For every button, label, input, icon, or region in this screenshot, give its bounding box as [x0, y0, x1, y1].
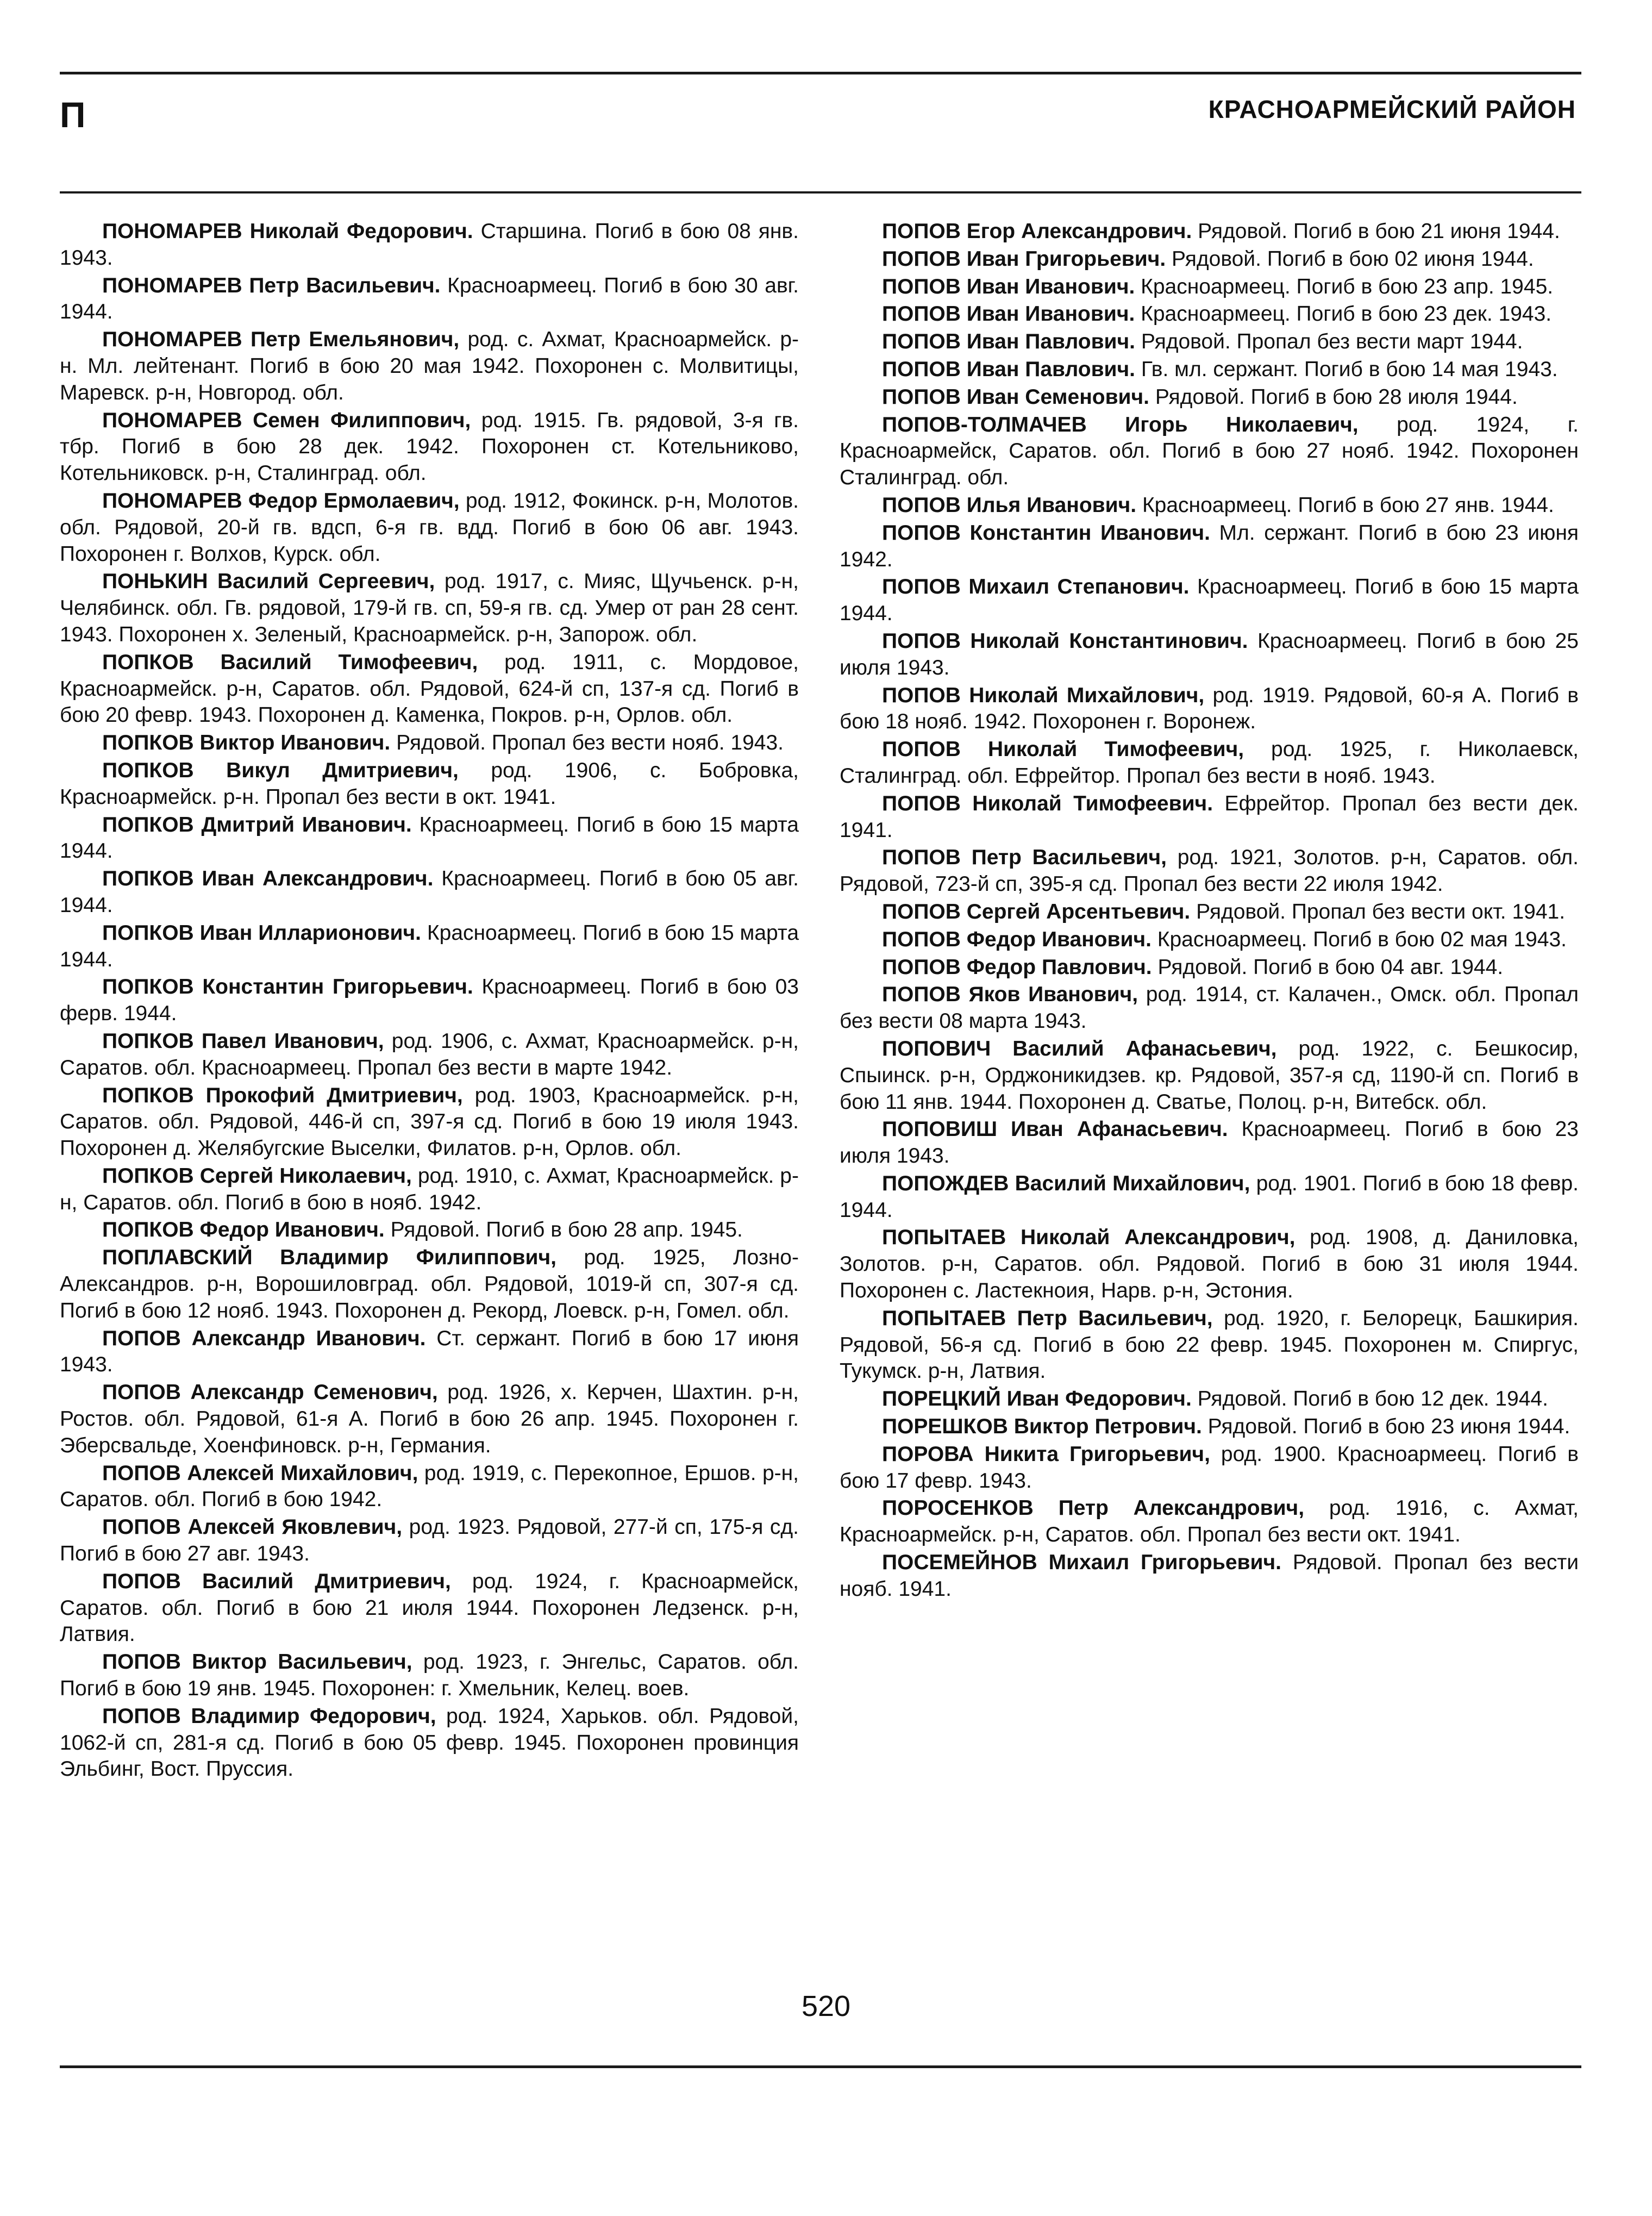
entry [60, 730, 799, 757]
entry-text: род. 1925, Лозно-Александров. р-н, Ворошиловград. обл. Рядовой, 1019-й сп, 307-я сд. Погиб в бою 12 нояб. 1943. Похоронен д. Рекорд, Лоевск. р-н, Гомел. обл. [60, 1246, 799, 1322]
entry [60, 1569, 799, 1648]
entry-text: Рядовой. Пропал без вести нояб. 1941. [840, 1551, 1579, 1601]
section-letter: П [60, 95, 86, 135]
entry-text: Гв. мл. сержант. Погиб в бою 14 мая 1943. [1135, 357, 1558, 381]
entry-text: род. 1919. Рядовой, 60-я А. Погиб в бою 18 нояб. 1942. Похоронен г. Воронеж. [840, 683, 1579, 734]
entry-name: ПОПОВ Иван Павлович. [882, 330, 1136, 354]
entry-name: ПОПЫТАЕВ Петр Васильевич, [882, 1306, 1213, 1330]
entry [60, 408, 799, 487]
entry-name: ПОПЫТАЕВ Николай Александрович, [882, 1226, 1296, 1250]
entry [840, 1414, 1579, 1440]
entry-name: ПОПОВ Василий Дмитриевич, [102, 1569, 451, 1593]
entry-text: род. 1919, с. Перекопное, Ершов. р-н, Саратов. обл. Погиб в бою 1942. [60, 1461, 799, 1512]
entry-text: Рядовой. Погиб в бою 21 июня 1944. [1192, 220, 1560, 243]
entry-name: ПОРЕЦКИЙ Иван Федорович. [882, 1387, 1192, 1411]
entry [60, 273, 799, 326]
entry-text: Красноармеец. Погиб в бою 30 авг. 1944. [60, 273, 799, 324]
entry [840, 492, 1579, 519]
entry-text: род. 1924, г. Красноармейск, Саратов. обл. Погиб в бою 21 июля 1944. Похоронен Ледзенск. р-н, Латвия. [60, 1569, 799, 1646]
entry-text: Красноармеец. Погиб в бою 15 марта 1944. [840, 575, 1579, 626]
entry [60, 569, 799, 648]
entry-name: ПОПОВ Александр Семенович, [102, 1381, 438, 1404]
entry-name: ПОПОЖДЕВ Василий Михайлович, [882, 1171, 1250, 1195]
entry [840, 574, 1579, 627]
entry-text: Рядовой. Пропал без вести окт. 1941. [1190, 900, 1566, 923]
entry-name: ПОПОВ Константин Иванович. [882, 521, 1210, 545]
entry-name: ПОПОВ Илья Иванович. [882, 493, 1137, 517]
entry-text: род. 1917, с. Мияс, Щучьенск. р-н, Челябинск. обл. Гв. рядовой, 179-й гв. сп, 59-я гв. сд. Умер от ран 28 сент. 1943. Похоронен х. Зеленый, Красноармейск. р-н, Запорож. обл. [60, 570, 799, 646]
entry-text: Рядовой. Пропал без вести нояб. 1943. [390, 731, 784, 755]
entry-text: род. 1906, с. Бобровка, Красноармейск. р-н. Пропал без вести в окт. 1941. [60, 758, 799, 809]
entry-name: ПОПКОВ Сергей Николаевич, [102, 1164, 412, 1188]
entry-text: Рядовой. Погиб в бою 04 авг. 1944. [1152, 955, 1504, 979]
entry [60, 650, 799, 729]
entry [840, 845, 1579, 898]
entry [840, 899, 1579, 926]
entry [840, 1495, 1579, 1549]
entry-text: Красноармеец. Погиб в бою 03 ферв. 1944. [60, 975, 799, 1026]
entry-text: род. 1914, ст. Калачен., Омск. обл. Пропал без вести 08 марта 1943. [840, 983, 1579, 1033]
entry [840, 274, 1579, 301]
entry-name: ПОПКОВ Иван Александрович. [102, 867, 434, 891]
header-rule [60, 191, 1581, 193]
entry-name: ПОПОВ Николай Константинович. [882, 629, 1248, 653]
entry-text: Рядовой. Погиб в бою 28 июля 1944. [1149, 385, 1518, 409]
entry [840, 628, 1579, 682]
entry [60, 1326, 799, 1379]
entry-text: Красноармеец. Погиб в бою 05 авг. 1944. [60, 867, 799, 917]
entry [840, 219, 1579, 245]
entry-name: ПОПОВ Александр Иванович. [102, 1326, 426, 1350]
entry [60, 1083, 799, 1162]
entry-text: род. 1925, г. Николаевск, Сталинград. обл. Ефрейтор. Пропал без вести в нояб. 1943. [840, 738, 1579, 788]
entry-name: ПОПКОВ Константин Григорьевич. [102, 975, 473, 999]
entry [840, 1441, 1579, 1495]
entry-name: ПОПОВ Алексей Михайлович, [102, 1461, 418, 1485]
entry-text: род. 1906, с. Ахмат, Красноармейск. р-н, Саратов. обл. Красноармеец. Пропал без вести в марте 1942. [60, 1029, 799, 1079]
entry [60, 1163, 799, 1216]
entry-text: род. 1921, Золотов. р-н, Саратов. обл. Рядовой, 723-й сп, 395-я сд. Пропал без вести 22 июля 1942. [840, 846, 1579, 896]
entry [840, 1171, 1579, 1224]
entry [60, 1379, 799, 1459]
right-column [840, 219, 1579, 1604]
entry [840, 1386, 1579, 1413]
page-number: 520 [801, 1990, 851, 2023]
entry-name: ПОПОВ-ТОЛМАЧЕВ Игорь Николаевич, [882, 413, 1359, 436]
entry [60, 812, 799, 865]
entry-name: ПОПОВ Сергей Арсентьевич. [882, 900, 1191, 923]
entry-text: Красноармеец. Погиб в бою 23 июля 1943. [840, 1118, 1579, 1168]
entry [60, 974, 799, 1027]
entry-text: род. 1923. Рядовой, 277-й сп, 175-я сд. Погиб в бою 27 авг. 1943. [60, 1515, 799, 1566]
entry-name: ПОПОВИЧ Василий Афанасьевич, [882, 1037, 1277, 1060]
entry [840, 683, 1579, 736]
entry-name: ПОНОМАРЕВ Петр Васильевич. [102, 273, 441, 297]
entry-name: ПОПКОВ Павел Иванович, [102, 1029, 384, 1053]
left-column [60, 219, 799, 1784]
bottom-rule [60, 2065, 1581, 2068]
entry-text: род. 1922, с. Бешкосир, Спыинск. р-н, Орджоникидзев. кр. Рядовой, 357-я сд, 1190-й сп. Погиб в бою 11 янв. 1944. Похоронен д. Сватье, Полоц. р-н, Витебск. обл. [840, 1037, 1579, 1114]
entry-name: ПОПКОВ Дмитрий Иванович. [102, 813, 412, 837]
entry-name: ПОПКОВ Виктор Иванович. [102, 731, 391, 755]
entry-name: ПОПКОВ Василий Тимофеевич, [102, 650, 478, 674]
entry-name: ПОПОВИШ Иван Афанасьевич. [882, 1118, 1228, 1141]
entry-name: ПОПОВ Николай Тимофеевич. [882, 791, 1213, 815]
entry [840, 736, 1579, 790]
entry [60, 1028, 799, 1082]
entry-name: ПОПКОВ Федор Иванович. [102, 1218, 385, 1242]
entry-name: ПОНОМАРЕВ Николай Федорович. [102, 220, 473, 243]
entry-text: Рядовой. Погиб в бою 28 апр. 1945. [384, 1218, 743, 1242]
entry-text: род. 1916, с. Ахмат, Красноармейск. р-н, Саратов. обл. Пропал без вести окт. 1941. [840, 1496, 1579, 1547]
entry-text: Красноармеец. Погиб в бою 25 июля 1943. [840, 629, 1579, 679]
entry-name: ПОПОВ Николай Михайлович, [882, 683, 1205, 707]
top-rule [60, 72, 1581, 74]
entry-name: ПОПКОВ Иван Илларионович. [102, 921, 421, 945]
entry [60, 1514, 799, 1568]
district-title: КРАСНОАРМЕЙСКИЙ РАЙОН [1208, 95, 1576, 123]
entry-text: Красноармеец. Погиб в бою 23 апр. 1945. [1135, 274, 1554, 298]
entry [840, 301, 1579, 328]
entry-name: ПОПОВ Иван Иванович. [882, 302, 1135, 326]
entry [840, 1550, 1579, 1603]
entry-name: ПОПОВ Алексей Яковлевич, [102, 1515, 403, 1539]
entry-name: ПОРЕШКОВ Виктор Петрович. [882, 1415, 1202, 1439]
entry-name: ПОСЕМЕЙНОВ Михаил Григорьевич. [882, 1551, 1281, 1575]
entry-name: ПОПОВ Федор Иванович. [882, 927, 1152, 951]
entry-name: ПОПОВ Иван Семенович. [882, 385, 1149, 409]
entry-name: ПОПОВ Яков Иванович, [882, 983, 1138, 1007]
entry-text: род. 1924, Харьков. обл. Рядовой, 1062-й сп, 281-я сд. Погиб в бою 05 февр. 1945. Похоронен провинция Эльбинг, Вост. Пруссия. [60, 1704, 799, 1781]
entry-text: род. 1903, Красноармейск. р-н, Саратов. обл. Рядовой, 446-й сп, 397-я сд. Погиб в бою 19 июля 1943. Похоронен д. Желябугские Выселки, Филатов. р-н, Орлов. обл. [60, 1083, 799, 1160]
entry-name: ПОНЬКИН Василий Сергеевич, [102, 570, 435, 594]
entry-name: ПОПОВ Егор Александрович. [882, 220, 1192, 243]
entry-text: род. 1901. Погиб в бою 18 февр. 1944. [840, 1171, 1579, 1222]
entry-name: ПОПКОВ Прокофий Дмитриевич, [102, 1083, 463, 1107]
entry [840, 520, 1579, 573]
entry [840, 357, 1579, 383]
entry-name: ПОРОВА Никита Григорьевич, [882, 1442, 1210, 1466]
entry-name: ПОПКОВ Викул Дмитриевич, [102, 758, 459, 782]
entry-text: Рядовой. Погиб в бою 02 июня 1944. [1166, 247, 1534, 271]
entry [60, 758, 799, 811]
entry-name: ПОПОВ Иван Григорьевич. [882, 247, 1166, 271]
entry-name: ПОНОМАРЕВ Федор Ермолаевич, [102, 489, 460, 513]
entry [840, 384, 1579, 411]
entry-name: ПОНОМАРЕВ Семен Филиппович, [102, 408, 471, 432]
entry [60, 866, 799, 919]
entry-text: род. 1923, г. Энгельс, Саратов. обл. Погиб в бою 19 янв. 1945. Похоронен: г. Хмельник, Келец. воев. [60, 1650, 799, 1701]
entry-name: ПОПЛАВСКИЙ Владимир Филиппович, [102, 1246, 556, 1270]
entry [60, 219, 799, 272]
entry-text: род. 1911, с. Мордовое, Красноармейск. р-н, Саратов. обл. Рядовой, 624-й сп, 137-я сд. Погиб в бою 20 февр. 1943. Похоронен д. Каменка, Покров. р-н, Орлов. обл. [60, 650, 799, 727]
entry [60, 920, 799, 973]
entry [840, 954, 1579, 981]
entry-text: род. 1908, д. Даниловка, Золотов. р-н, Саратов. обл. Рядовой. Погиб в бою 31 июля 1944. Похоронен с. Ластекноия, Нарв. р-н, Эстония. [840, 1226, 1579, 1303]
entry [840, 927, 1579, 953]
entry [60, 1245, 799, 1324]
entry-text: Рядовой. Пропал без вести март 1944. [1135, 330, 1523, 354]
entry [60, 1217, 799, 1244]
entry-text: род. 1900. Красноармеец. Погиб в бою 17 февр. 1943. [840, 1442, 1579, 1493]
entry-text: Ефрейтор. Пропал без вести дек. 1941. [840, 791, 1579, 842]
entry-text: род. 1910, с. Ахмат, Красноармейск. р-н, Саратов. обл. Погиб в бою в нояб. 1942. [60, 1164, 799, 1214]
entry-name: ПОПОВ Федор Павлович. [882, 955, 1152, 979]
entry-name: ПОПОВ Михаил Степанович. [882, 575, 1190, 599]
entry-name: ПОПОВ Виктор Васильевич, [102, 1650, 412, 1674]
entry [840, 329, 1579, 355]
entry [840, 1036, 1579, 1115]
entry-text: Старшина. Погиб в бою 08 янв. 1943. [60, 220, 799, 270]
entry [840, 246, 1579, 273]
entry-name: ПОНОМАРЕВ Петр Емельянович, [102, 328, 460, 352]
entry-text: Красноармеец. Погиб в бою 27 янв. 1944. [1136, 493, 1554, 517]
entry-text: Рядовой. Погиб в бою 23 июня 1944. [1202, 1415, 1570, 1439]
entry-text: Рядовой. Погиб в бою 12 дек. 1944. [1191, 1387, 1548, 1411]
entry [840, 791, 1579, 844]
entry-name: ПОПОВ Николай Тимофеевич, [882, 738, 1244, 761]
entry-name: ПОПОВ Петр Васильевич, [882, 846, 1167, 870]
entry-text: Ст. сержант. Погиб в бою 17 июня 1943. [60, 1326, 799, 1377]
entry [840, 412, 1579, 491]
entry [60, 1649, 799, 1702]
entry-text: Красноармеец. Погиб в бою 02 мая 1943. [1151, 927, 1567, 951]
entry-text: род. 1915. Гв. рядовой, 3-я гв. тбр. Погиб в бою 28 дек. 1942. Похоронен ст. Котельниково, Котельниковск. р-н, Сталинград. обл. [60, 408, 799, 485]
entry-name: ПОРОСЕНКОВ Петр Александрович, [882, 1496, 1305, 1520]
entry-name: ПОПОВ Владимир Федорович, [102, 1704, 436, 1728]
entry [60, 1703, 799, 1783]
entry-text: род. 1912, Фокинск. р-н, Молотов. обл. Рядовой, 20-й гв. вдсп, 6-я гв. вдд. Погиб в бою 06 авг. 1943. Похоронен г. Волхов, Курск. обл. [60, 489, 799, 566]
entry-text: Мл. сержант. Погиб в бою 23 июня 1942. [840, 521, 1579, 571]
entry [840, 982, 1579, 1035]
entry-text: Красноармеец. Погиб в бою 15 марта 1944. [60, 813, 799, 863]
entry-text: род. 1920, г. Белорецк, Башкирия. Рядовой, 56-я сд. Погиб в бою 22 февр. 1945. Похоронен м. Спиргус, Тукумск. р-н, Латвия. [840, 1306, 1579, 1383]
entry [60, 1460, 799, 1514]
entry-name: ПОПОВ Иван Павлович. [882, 357, 1136, 381]
entry [60, 327, 799, 406]
entry-text: Красноармеец. Погиб в бою 15 марта 1944. [60, 921, 799, 971]
entry-text: род. с. Ахмат, Красноармейск. р-н. Мл. лейтенант. Погиб в бою 20 мая 1942. Похоронен с. Молвитицы, Маревск. р-н, Новгород. обл. [60, 328, 799, 404]
entry-text: Красноармеец. Погиб в бою 23 дек. 1943. [1135, 302, 1552, 326]
entry-name: ПОПОВ Иван Иванович. [882, 274, 1135, 298]
entry [60, 488, 799, 567]
entry-text: род. 1926, х. Керчен, Шахтин. р-н, Ростов. обл. Рядовой, 61-я А. Погиб в бою 26 апр. 1945. Похоронен г. Эберсвальде, Хоенфиновск. р-н, Германия. [60, 1381, 799, 1457]
entry-text: род. 1924, г. Красноармейск, Саратов. обл. Погиб в бою 27 нояб. 1942. Похоронен Сталинград. обл. [840, 413, 1579, 490]
entry [840, 1225, 1579, 1304]
entry [840, 1116, 1579, 1170]
entry [840, 1306, 1579, 1385]
